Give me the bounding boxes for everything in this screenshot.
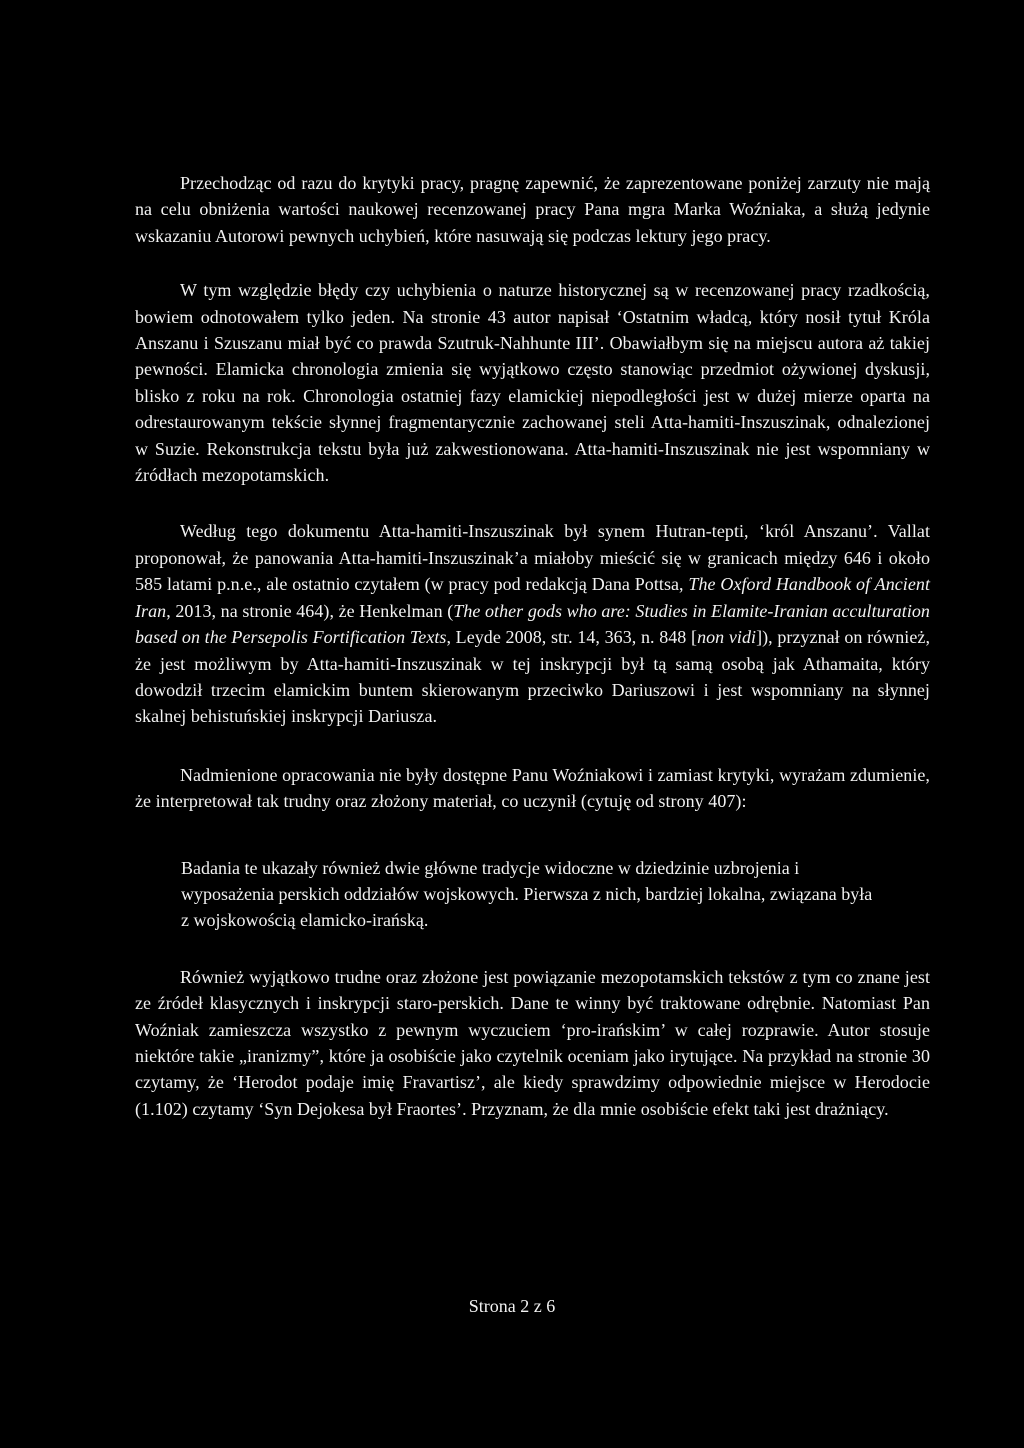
paragraph-intro (135, 170, 930, 249)
paragraph-historical-errors (135, 277, 930, 488)
book-title-italic: The other gods who are: Studies in Elamite-Iranian acculturation based on the Persepolis Fortification Texts (135, 600, 930, 648)
paragraph-text: Nadmienione opracowania nie były dostępne Panu Woźniakowi i zamiast krytyki, wyrażam zdumienie, że interpretował tak trudny oraz złożony materiał, co uczynił (cytuję od strony 407): (135, 764, 930, 812)
paragraph-document-discussion (135, 518, 930, 729)
paragraph-text: , 2013, na stronie 464), że Henkelman ( (166, 600, 454, 621)
paragraph-unavailable-sources (135, 762, 930, 815)
paragraph-text: W tym względzie błędy czy uchybienia o naturze historycznej są w recenzowanej pracy rzadkością, bowiem odnotowałem tylko jeden. Na stronie 43 autor napisał ‘Ostatnim władcą, który nosił tytuł Króla Anszanu i Szuszanu miał być co prawda Szutruk-Nahhunte III’. Obawiałbym się na miejscu autora aż takiej pewności. Elamicka chronologia zmienia się wyjątkowo często stanowiąc przedmiot ożywionej dyskusji, blisko z roku na rok. Chronologia ostatniej fazy elamickiej niepodległości jest w dużej mierze oparta na odrestaurowanym tekście słynnej fragmentarycznie zachowanej steli Atta-hamiti-Inszuszinak, odnalezionej w Suzie. Rekonstrukcja tekstu była już zakwestionowana. Atta-hamiti-Inszuszinak nie jest wspomniany w źródłach mezopotamskich. (135, 280, 930, 486)
paragraph-text: ]), przyznał on również, że jest możliwym by Atta-hamiti-Inszuszinak w tej inskrypcji był tą samą osobą jak Athamaita, który dowodził trzecim elamickim buntem skierowanym przeciwko Dariuszowi i jest wspomniany na słynnej skalnej behistuńskiej inskrypcji Dariusza. (135, 627, 930, 727)
document-body (135, 170, 930, 1122)
book-title-italic: The Oxford Handbook of Ancient Iran (135, 574, 930, 621)
block-quote: Badania te ukazały również dwie główne tradycje widoczne w dziedzinie uzbrojenia i wyposażenia perskich oddziałów wojskowych. Pierwsza z nich, bardziej lokalna, związana była z wojskowością elamicko-irańską. (181, 857, 873, 931)
paragraph-text: Według tego dokumentu Atta-hamiti-Inszuszinak był synem Hutran-tepti, ‘król Anszanu’. Vallat proponował, że panowania Atta-hamiti-Inszuszinak’a miałoby mieścić się w granicach między 646 i około 585 latami p.n.e., ale ostatnio czytałem (w pracy pod redakcją Dana Pottsa, (135, 521, 930, 595)
paragraph-closing: Również wyjątkowo trudne oraz złożone jest powiązanie mezopotamskich tekstów z tym co znane jest ze źródeł klasycznych i inskrypcji staro-perskich. Dane te winny być traktowane odrębnie. Natomiast Pan Woźniak zamieszcza wszystko z pewnym wyczuciem ‘pro-irańskim’ w całej rozprawie. Autor stosuje niektóre takie „iranizmy”, które ja osobiście jako czytelnik oceniam jako irytujące. Na przykład na stronie 30 czytamy, że ‘Herodot podaje imię Fravartisz’, ale kiedy sprawdzimy odpowiednie miejsce w Herodocie (1.102) czytamy ‘Syn Dejokesa był Fraortes’. Przyznam, że dla mnie osobiście efekt taki jest drażniący. (135, 966, 930, 1119)
latin-phrase-italic: non vidi (697, 627, 757, 648)
paragraph-text: , Leyde 2008, str. 14, 363, n. 848 [ (446, 627, 698, 648)
paragraph-text: Przechodząc od razu do krytyki pracy, pragnę zapewnić, że zaprezentowane poniżej zarzuty nie mają na celu obniżenia wartości naukowej recenzowanej pracy Pana mgra Marka Woźniaka, a służą jedynie wskazaniu Autorowi pewnych uchybień, które nasuwają się podczas lektury jego pracy. (135, 173, 930, 246)
page-number-footer: Strona 2 z 6 (468, 1296, 556, 1316)
